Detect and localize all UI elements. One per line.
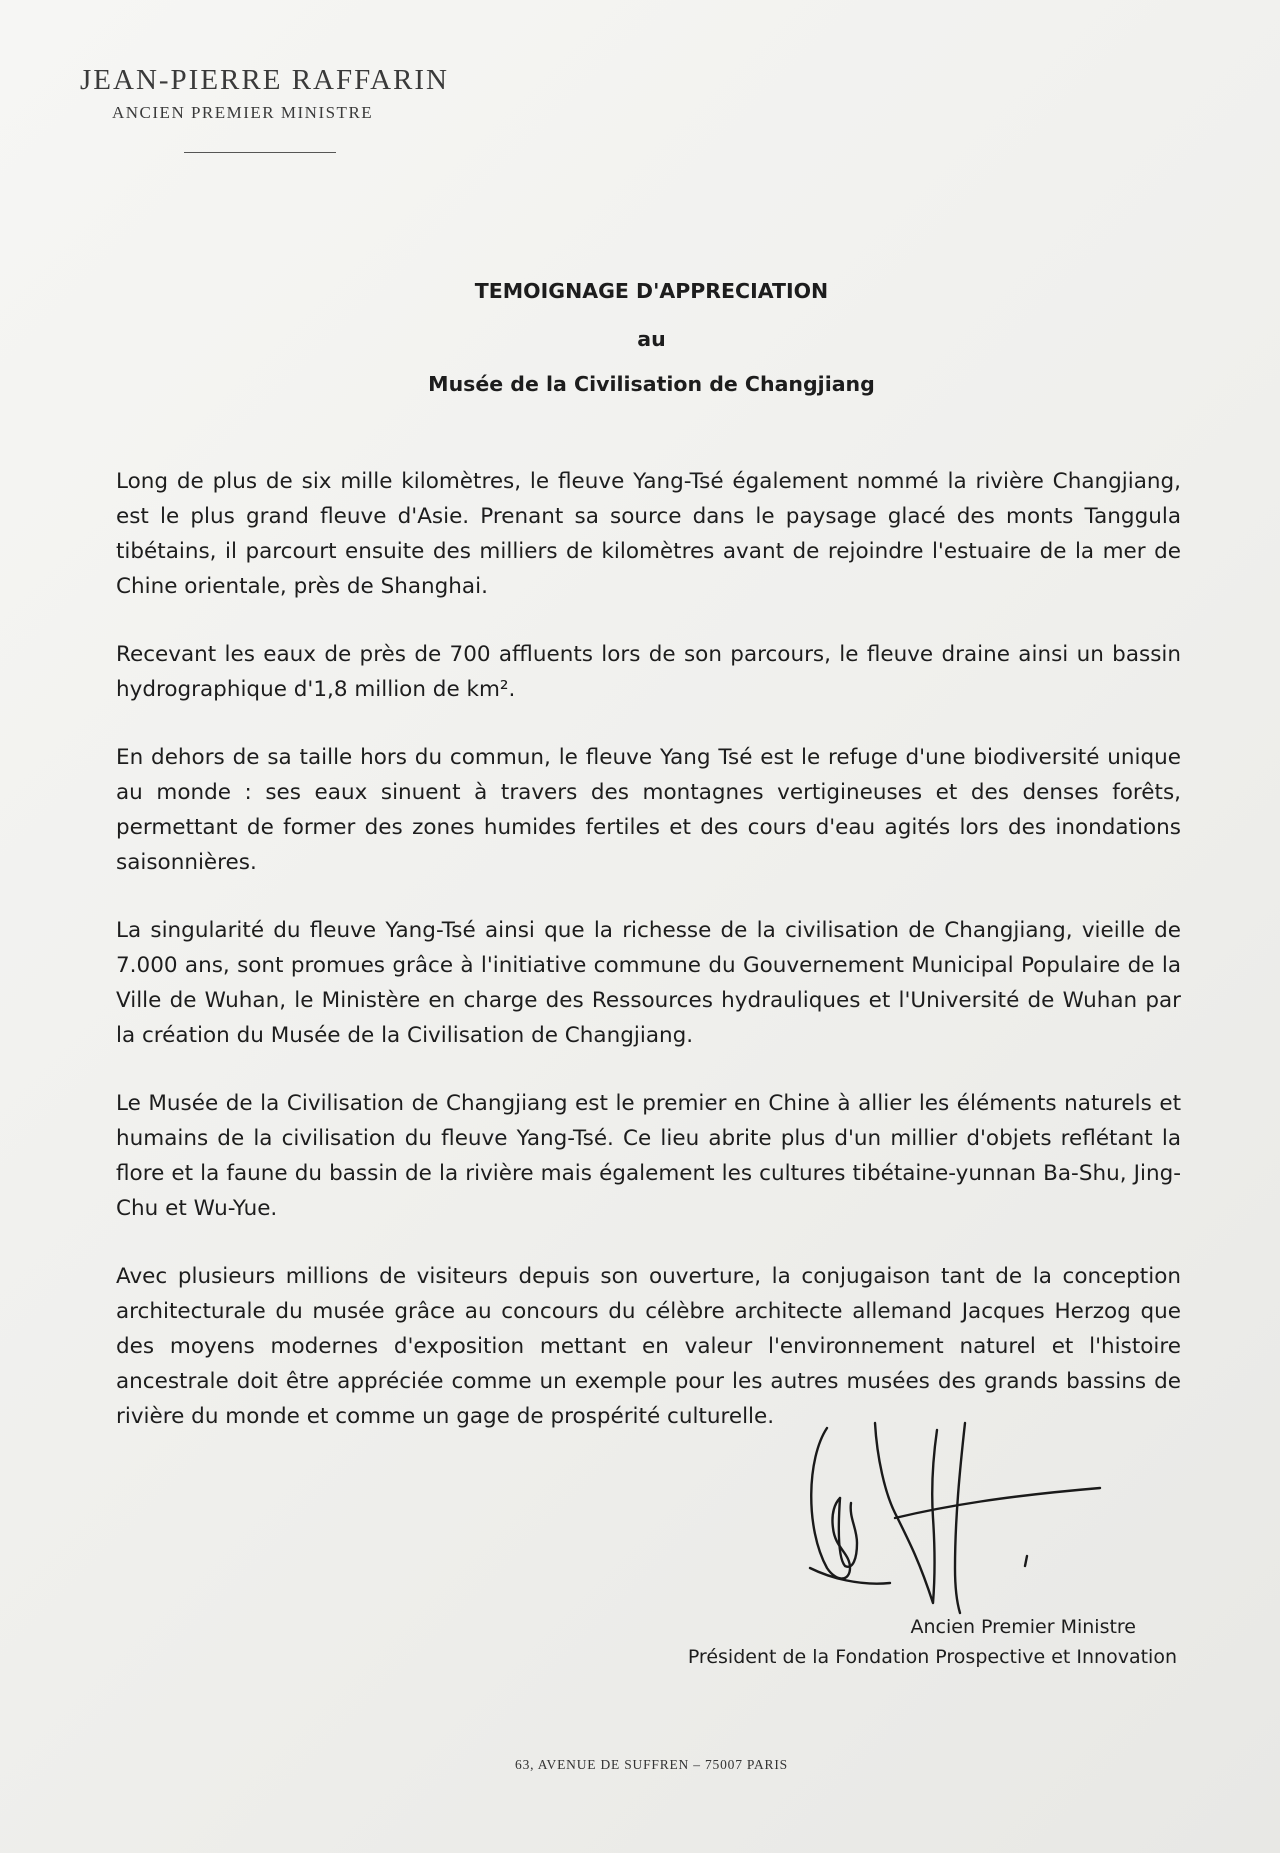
letterhead-name: JEAN-PIERRE RAFFARIN — [80, 64, 449, 96]
paragraph-1: Long de plus de six mille kilomètres, le fleuve Yang-Tsé également nommé la rivière Changjiang, est le plus grand fleuve d'Asie. Prenant sa source dans le paysage glacé des monts Tanggula tibétains, il parcourt ensuite des milliers de kilomètres avant de rejoindre l'estuaire de la mer de Chine orientale, près de Shanghai. — [116, 469, 1181, 599]
paragraph-4: La singularité du fleuve Yang-Tsé ainsi que la richesse de la civilisation de Changjiang, vieille de 7.000 ans, sont promues grâce à l'initiative commune du Gouvernement Municipal Populaire de la Ville de Wuhan, le Ministère en charge des Ressources hydrauliques et l'Université de Wuhan par la création du Musée de la Civilisation de Changjiang. — [116, 918, 1181, 1048]
paragraph-6: Avec plusieurs millions de visiteurs depuis son ouverture, la conjugaison tant de la conception architecturale du musée grâce au concours du célèbre architecte allemand Jacques Herzog que des moyens modernes d'exposition mettant en valeur l'environnement naturel et l'histoire ancestrale doit être appréciée comme un exemple pour les autres musées des grands bassins de rivière du monde et comme un gage de prospérité culturelle. — [116, 1264, 1181, 1429]
handwritten-signature — [805, 1418, 1105, 1618]
document-title-connector: au — [637, 327, 666, 351]
signatory-title: Ancien Premier Ministre — [910, 1616, 1136, 1638]
signature-block — [688, 1612, 1177, 1672]
document-title: TEMOIGNAGE D'APPRECIATION — [474, 279, 829, 303]
letterhead-divider — [184, 152, 336, 153]
letter-body — [116, 464, 1181, 1467]
document-recipient: Musée de la Civilisation de Changjiang — [428, 372, 875, 396]
footer-address: 63, AVENUE DE SUFFREN – 75007 PARIS — [515, 1757, 788, 1772]
paragraph-3: En dehors de sa taille hors du commun, le fleuve Yang Tsé est le refuge d'une biodiversité unique au monde : ses eaux sinuent à travers des montagnes vertigineuses et des denses forêts, permettant de former des zones humides fertiles et des cours d'eau agités lors des inondations saisonnières. — [116, 745, 1181, 875]
signatory-role: Président de la Fondation Prospective et Innovation — [687, 1646, 1177, 1668]
paragraph-5: Le Musée de la Civilisation de Changjiang est le premier en Chine à allier les éléments naturels et humains de la civilisation du fleuve Yang-Tsé. Ce lieu abrite plus d'un millier d'objets reflétant la flore et la faune du bassin de la rivière mais également les cultures tibétaine-yunnan Ba-Shu, Jing-Chu et Wu-Yue. — [116, 1091, 1181, 1221]
letterhead — [80, 62, 500, 153]
paragraph-2: Recevant les eaux de près de 700 affluents lors de son parcours, le fleuve draine ainsi un bassin hydrographique d'1,8 million de km². — [116, 642, 1181, 702]
letterhead-title: ANCIEN PREMIER MINISTRE — [112, 103, 374, 122]
